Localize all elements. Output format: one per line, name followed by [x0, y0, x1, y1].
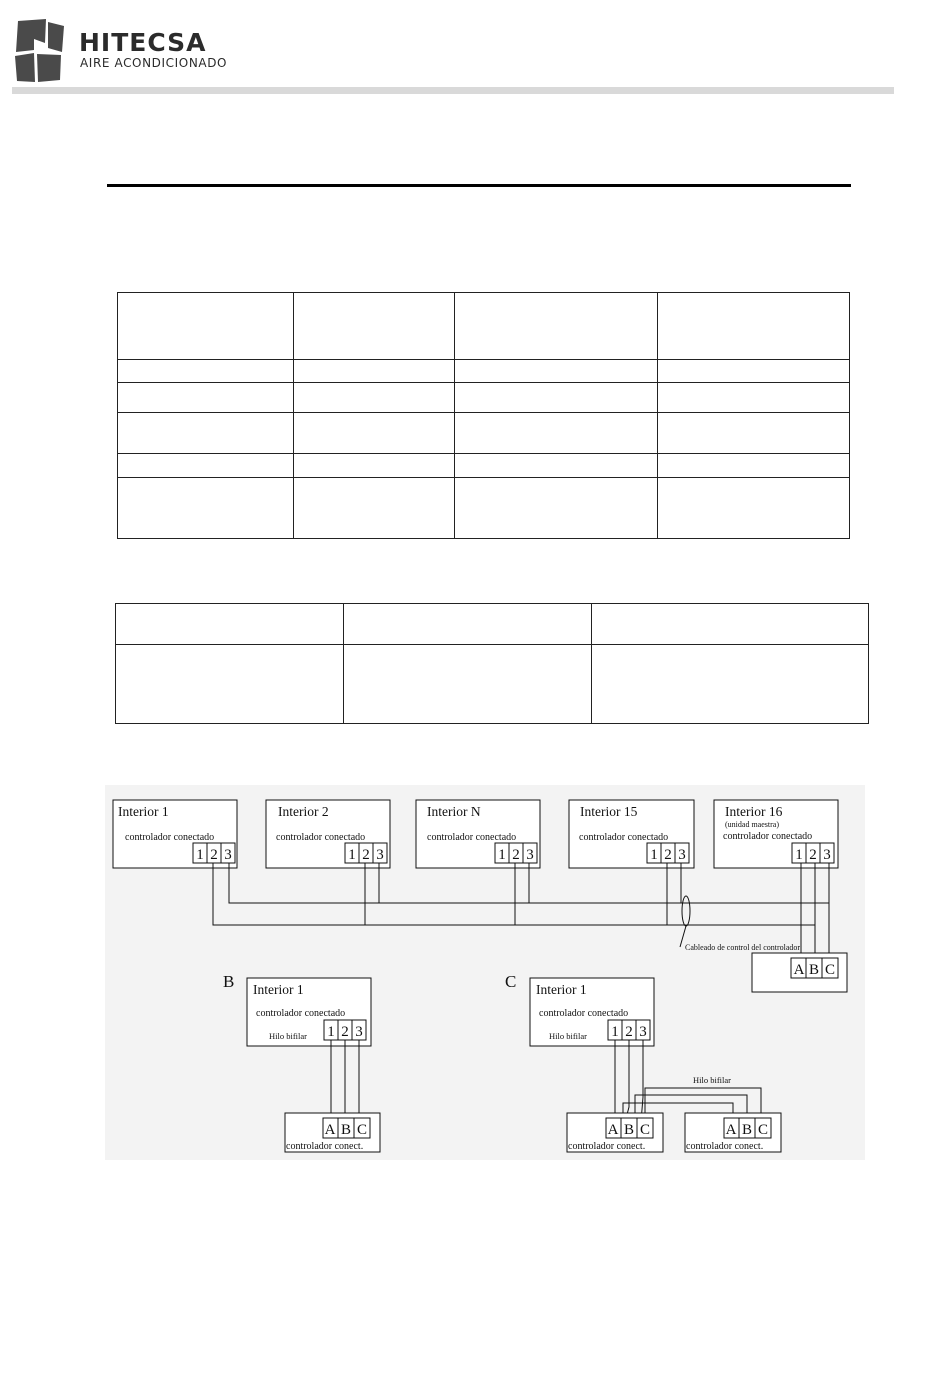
terminal-label: 3 — [823, 847, 831, 863]
table-row — [118, 478, 850, 539]
wire-label: Hilo bifilar — [549, 1031, 588, 1041]
unit-sub: controlador conectado — [579, 832, 669, 843]
terminal-label: 3 — [639, 1024, 647, 1040]
terminal-label: 3 — [526, 847, 534, 863]
terminal-label: 1 — [611, 1024, 619, 1040]
terminal-label: 1 — [498, 847, 506, 863]
table-row — [118, 360, 850, 383]
brand-subtitle: AIRE ACONDICIONADO — [80, 56, 228, 70]
unit-name: Interior 15 — [580, 804, 638, 819]
terminal-label: A — [793, 962, 805, 978]
table-row — [118, 413, 850, 454]
section-b-letter: B — [223, 972, 235, 991]
unit-note: (unidad maestra) — [725, 820, 779, 829]
terminal-label: 3 — [376, 847, 384, 863]
section-c-letter: C — [505, 972, 517, 991]
wiring-diagram — [105, 785, 865, 1160]
terminal-label: B — [808, 962, 820, 978]
terminal-label: 3 — [678, 847, 686, 863]
specification-table — [117, 292, 850, 539]
unit-name: Interior 1 — [536, 982, 587, 997]
unit-sub: controlador conectado — [539, 1008, 629, 1019]
terminal-label: 2 — [809, 847, 817, 863]
unit-name: Interior 16 — [725, 804, 783, 819]
terminal-label: B — [340, 1122, 352, 1138]
section-title-rule — [107, 184, 851, 187]
terminal-label: 3 — [355, 1024, 363, 1040]
mid-wire-label: Hilo bifilar — [693, 1075, 732, 1085]
unit-sub: controlador conectado — [427, 832, 517, 843]
terminal-label: 1 — [327, 1024, 335, 1040]
unit-name: Interior 1 — [253, 982, 304, 997]
terminal-label: B — [741, 1122, 753, 1138]
unit-sub: controlador conectado — [276, 832, 366, 843]
terminal-label: A — [607, 1122, 619, 1138]
terminal-label: 2 — [664, 847, 672, 863]
terminal-label: C — [824, 962, 836, 978]
header-divider — [12, 87, 894, 94]
terminal-label: 2 — [210, 847, 218, 863]
terminal-label: 2 — [362, 847, 370, 863]
terminal-label: 1 — [196, 847, 204, 863]
controller-label: controlador conect. — [286, 1141, 364, 1152]
cable-label: Cableado de control del controlador — [685, 943, 801, 952]
table-row — [118, 454, 850, 478]
table-row — [118, 383, 850, 413]
terminal-label: 1 — [650, 847, 658, 863]
unit-name: Interior N — [427, 804, 481, 819]
wiring-table — [115, 603, 869, 724]
terminal-label: 2 — [512, 847, 520, 863]
unit-sub: controlador conectado — [256, 1008, 346, 1019]
terminal-label: 2 — [625, 1024, 633, 1040]
hitecsa-logo-icon — [12, 18, 68, 84]
table-row — [116, 604, 869, 645]
terminal-label: B — [623, 1122, 635, 1138]
controller-label: controlador conect. — [568, 1141, 646, 1152]
terminal-label: C — [356, 1122, 368, 1138]
terminal-label: 3 — [224, 847, 232, 863]
terminal-label: 2 — [341, 1024, 349, 1040]
unit-sub: controlador conectado — [723, 831, 813, 842]
table-row — [118, 293, 850, 360]
terminal-label: 1 — [348, 847, 356, 863]
terminal-label: A — [324, 1122, 336, 1138]
controller-label: controlador conect. — [686, 1141, 764, 1152]
brand-name: HITECSA — [79, 28, 207, 57]
unit-name: Interior 1 — [118, 804, 169, 819]
terminal-label: C — [757, 1122, 769, 1138]
unit-sub: controlador conectado — [125, 832, 215, 843]
terminal-label: A — [725, 1122, 737, 1138]
terminal-label: 1 — [795, 847, 803, 863]
terminal-label: C — [639, 1122, 651, 1138]
wire-label: Hilo bifilar — [269, 1031, 308, 1041]
table-row — [116, 645, 869, 724]
unit-name: Interior 2 — [278, 804, 329, 819]
